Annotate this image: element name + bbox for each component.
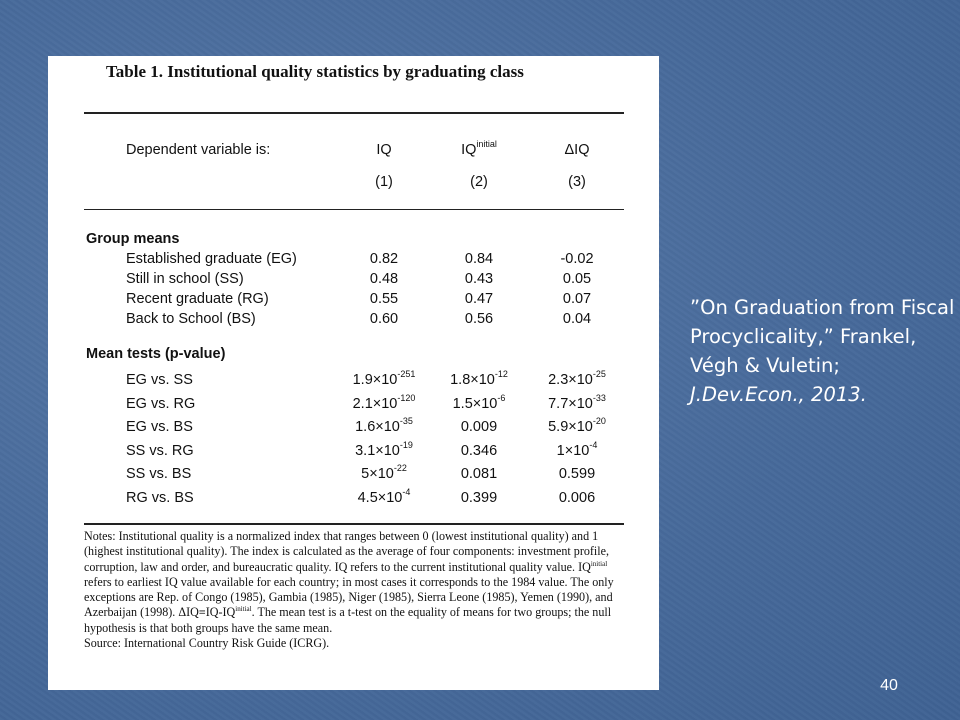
p-value-exponent: -251 <box>397 369 416 379</box>
group-mean-iq: 0.55 <box>369 291 399 307</box>
mean-test-iq-initial <box>433 466 525 482</box>
table-title: Table 1. Institutional quality statistics by graduating class <box>106 62 524 81</box>
p-value-exponent: -12 <box>494 369 508 379</box>
p-value-base: 5.9×10 <box>548 419 593 435</box>
p-value-exponent: -6 <box>497 392 506 403</box>
group-mean-delta-iq: 0.05 <box>562 271 592 287</box>
group-mean-iq: 0.48 <box>369 271 399 287</box>
mean-test-iq <box>338 463 430 482</box>
citation-text: ”On Graduation from Fiscal Procyclicality,” Frankel, Végh & Vuletin; J.Dev.Econ., 2013. <box>690 296 955 406</box>
p-value-base: 0.081 <box>460 466 498 482</box>
p-value-exponent: -4 <box>402 486 411 497</box>
group-mean-iq-initial: 0.56 <box>464 311 494 327</box>
mean-test-iq-initial <box>433 419 525 435</box>
p-value-base: 0.006 <box>558 489 596 506</box>
group-mean-row-label: Established graduate (EG) <box>126 251 297 267</box>
p-value-base: 4.5×10 <box>357 489 403 506</box>
col1-header: IQ <box>376 142 392 158</box>
p-value-base: 3.1×10 <box>355 442 400 459</box>
group-mean-iq: 0.82 <box>369 251 399 267</box>
mean-test-delta-iq <box>531 369 623 388</box>
mean-test-delta-iq <box>531 439 623 459</box>
p-value-base: 2.3×10 <box>548 372 593 388</box>
group-mean-row-label: Still in school (SS) <box>126 271 244 287</box>
mean-test-row-label: EG vs. BS <box>126 419 193 435</box>
col1-number: (1) <box>375 174 393 190</box>
mean-test-iq <box>338 369 430 388</box>
mean-test-iq <box>338 439 430 459</box>
notes-source: Source: International Country Risk Guide (ICRG). <box>84 636 330 651</box>
p-value-base: 1.5×10 <box>452 395 498 412</box>
col2-header: $IQ^{initial}$ <box>461 139 497 158</box>
p-value-base: 1×10 <box>556 442 590 459</box>
p-value-base: 0.599 <box>558 466 596 482</box>
bottom-rule <box>84 523 624 525</box>
mean-test-iq-initial <box>433 369 525 388</box>
p-value-base: 1.8×10 <box>450 372 495 388</box>
group-mean-delta-iq: 0.04 <box>562 311 592 327</box>
p-value-base: 1.6×10 <box>355 419 400 435</box>
mean-test-row-label: SS vs. BS <box>126 466 192 482</box>
mean-test-iq-initial <box>433 490 525 506</box>
col2-number: (2) <box>470 174 488 190</box>
mean-test-row-label: EG vs. RG <box>126 395 196 412</box>
mean-test-iq <box>338 416 430 435</box>
p-value-exponent: -35 <box>399 416 413 426</box>
p-value-base: 2.1×10 <box>352 395 398 412</box>
table-image <box>48 56 659 690</box>
mean-test-row-label: EG vs. SS <box>126 372 193 388</box>
p-value-exponent: -19 <box>399 439 413 450</box>
p-value-exponent: -120 <box>397 392 416 403</box>
mean-test-row-label: SS vs. RG <box>126 442 194 459</box>
p-value-base: 5×10 <box>361 466 394 482</box>
p-value-exponent: -20 <box>592 416 606 426</box>
header-rule <box>84 209 624 210</box>
p-value-exponent: -22 <box>393 463 407 473</box>
group-mean-iq: 0.60 <box>369 311 399 327</box>
group-mean-delta-iq: 0.07 <box>562 291 592 307</box>
mean-test-delta-iq <box>531 490 623 506</box>
mean-test-iq <box>338 392 430 412</box>
mean-test-delta-iq <box>531 466 623 482</box>
table-notes: Notes: Institutional quality is a normalized index that ranges between 0 (lowest institutional quality) and 1 (highest institutional quality). The index is calculated as the average of four components: investment profile, corruption, law and order, and bureaucratic quality. IQ refers to the current institutional quality value. $IQ^{initial}$ refers to earliest IQ value available for each country; in most cases it corresponds to the 1984 value. The only exceptions are Rep. of Congo (1985), Gambia (1985), Niger (1985), Sierra Leone (1985), Yemen (1990), and Azerbaijan (1998). $\Delta IQ\equiv IQ-IQ^{initial}$. The mean test is a t-test on the equality of means for two groups; the null hypothesis is that both groups have the same mean. Source: International Country Risk Guide (ICRG). <box>84 529 614 651</box>
mean-test-iq-initial <box>433 443 525 459</box>
mean-tests-heading: Mean tests (p-value) <box>86 346 226 362</box>
mean-test-iq-initial <box>433 392 525 412</box>
group-mean-row-label: Back to School (BS) <box>126 311 256 327</box>
col3-number: (3) <box>568 174 586 190</box>
dependent-variable-label: Dependent variable is: <box>126 142 271 158</box>
group-mean-iq-initial: 0.84 <box>464 251 494 267</box>
mean-test-row-label: RG vs. BS <box>126 489 194 506</box>
group-mean-delta-iq: -0.02 <box>560 251 594 267</box>
p-value-base: 0.346 <box>460 442 498 459</box>
mean-test-delta-iq <box>531 416 623 435</box>
top-rule <box>84 112 624 114</box>
p-value-base: 1.9×10 <box>352 372 398 388</box>
group-mean-row-label: Recent graduate (RG) <box>126 291 269 307</box>
group-mean-iq-initial: 0.47 <box>464 291 494 307</box>
p-value-exponent: -25 <box>592 369 606 379</box>
col3-header: ΔIQ <box>564 142 590 158</box>
p-value-base: 0.399 <box>460 489 498 506</box>
group-mean-iq-initial: 0.43 <box>464 271 494 287</box>
p-value-base: 7.7×10 <box>548 395 593 412</box>
group-means-heading: Group means <box>86 231 180 247</box>
mean-test-iq <box>338 486 430 506</box>
p-value-exponent: -4 <box>589 439 598 450</box>
p-value-base: 0.009 <box>460 419 498 435</box>
mean-test-delta-iq <box>531 392 623 412</box>
p-value-exponent: -33 <box>592 392 606 403</box>
slide-number: 40 <box>880 677 898 694</box>
